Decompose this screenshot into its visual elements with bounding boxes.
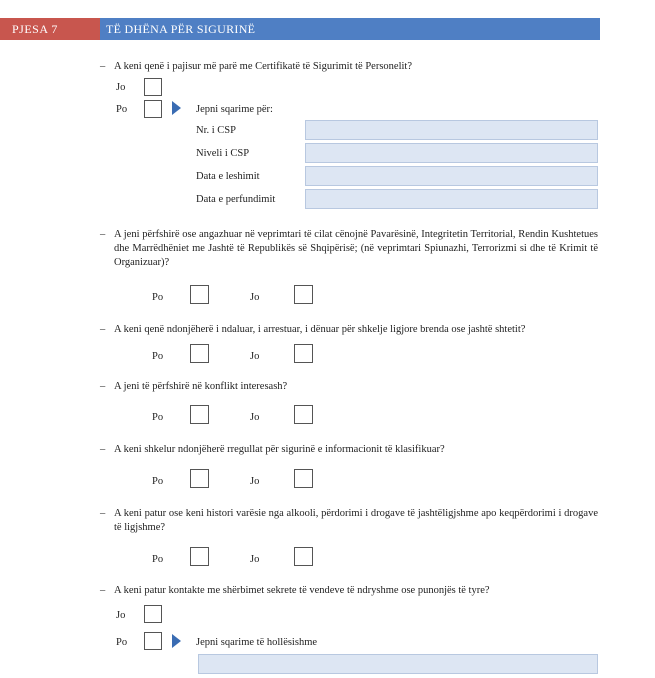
question-3: A keni qenë ndonjëherë i ndaluar, i arrestuar, i dënuar për shkelje ligjore brenda ose jashtë shtetit? — [114, 324, 526, 335]
q3-yes-checkbox[interactable] — [190, 344, 209, 363]
q5-no-label: Jo — [250, 476, 260, 487]
q7-details-field[interactable] — [198, 654, 598, 674]
csp-number-field[interactable] — [305, 120, 598, 140]
q7-yes-label: Po — [116, 637, 128, 648]
issue-date-field[interactable] — [305, 166, 598, 186]
q2-yes-checkbox[interactable] — [190, 285, 209, 304]
q5-no-checkbox[interactable] — [294, 469, 313, 488]
q2-no-checkbox[interactable] — [294, 285, 313, 304]
question-5: A keni shkelur ndonjëherë rregullat për sigurinë e informacionit të klasifikuar? — [114, 444, 445, 455]
dash: – — [100, 229, 106, 240]
q3-no-checkbox[interactable] — [294, 344, 313, 363]
question-6: A keni patur ose keni histori varësie nga alkooli, përdorimi i drogave të jashtëligjshme apo keqpërdorimi i drogave të ligjshme? — [114, 508, 598, 533]
arrow-right-icon — [172, 634, 181, 648]
q6-yes-label: Po — [152, 554, 164, 565]
q7-no-label: Jo — [116, 610, 126, 621]
q7-details-prompt: Jepni sqarime të hollësishme — [196, 637, 318, 648]
q6-no-checkbox[interactable] — [294, 547, 313, 566]
question-1: A keni qenë i pajisur më parë me Certifikatë të Sigurimit të Personelit? — [114, 61, 412, 72]
q1-yes-checkbox[interactable] — [144, 100, 162, 118]
q4-yes-label: Po — [152, 412, 164, 423]
q6-no-label: Jo — [250, 554, 260, 565]
question-4: A jeni të përfshirë në konflikt interesash? — [114, 381, 288, 392]
q2-yes-label: Po — [152, 292, 164, 303]
dash: – — [100, 508, 106, 519]
end-date-field[interactable] — [305, 189, 598, 209]
question-2: A jeni përfshirë ose angazhuar në veprimtari të cilat cënojnë Pavarësinë, Integritetin Territorial, Rendin Kushtetues dhe Marrëdhëniet me Jashtë të Republikës së Shqipërisë; (në veprimtari Spiunazhi, Terrorizmi si dhe të Krimit të Organizuar)? — [114, 229, 598, 268]
csp-level-field[interactable] — [305, 143, 598, 163]
q7-yes-checkbox[interactable] — [144, 632, 162, 650]
q3-no-label: Jo — [250, 351, 260, 362]
dash: – — [100, 444, 106, 455]
q5-yes-label: Po — [152, 476, 164, 487]
q5-yes-checkbox[interactable] — [190, 469, 209, 488]
section-number: PJESA 7 — [0, 18, 100, 40]
q1-yes-label: Po — [116, 104, 128, 115]
section-title: TË DHËNA PËR SIGURINË — [100, 18, 600, 40]
dash: – — [100, 61, 106, 72]
q1-no-label: Jo — [116, 82, 126, 93]
q3-yes-label: Po — [152, 351, 164, 362]
q2-no-label: Jo — [250, 292, 260, 303]
dash: – — [100, 585, 106, 596]
field-label-end-date: Data e perfundimit — [196, 194, 276, 205]
q1-details-prompt: Jepni sqarime për: — [196, 104, 273, 115]
q4-yes-checkbox[interactable] — [190, 405, 209, 424]
dash: – — [100, 381, 106, 392]
arrow-right-icon — [172, 101, 181, 115]
field-label-csp-number: Nr. i CSP — [196, 125, 236, 136]
field-label-csp-level: Niveli i CSP — [196, 148, 250, 159]
q4-no-checkbox[interactable] — [294, 405, 313, 424]
field-label-issue-date: Data e leshimit — [196, 171, 260, 182]
question-7: A keni patur kontakte me shërbimet sekrete të vendeve të ndryshme ose punonjës të tyre? — [114, 585, 490, 596]
q4-no-label: Jo — [250, 412, 260, 423]
dash: – — [100, 324, 106, 335]
q7-no-checkbox[interactable] — [144, 605, 162, 623]
q1-no-checkbox[interactable] — [144, 78, 162, 96]
q6-yes-checkbox[interactable] — [190, 547, 209, 566]
